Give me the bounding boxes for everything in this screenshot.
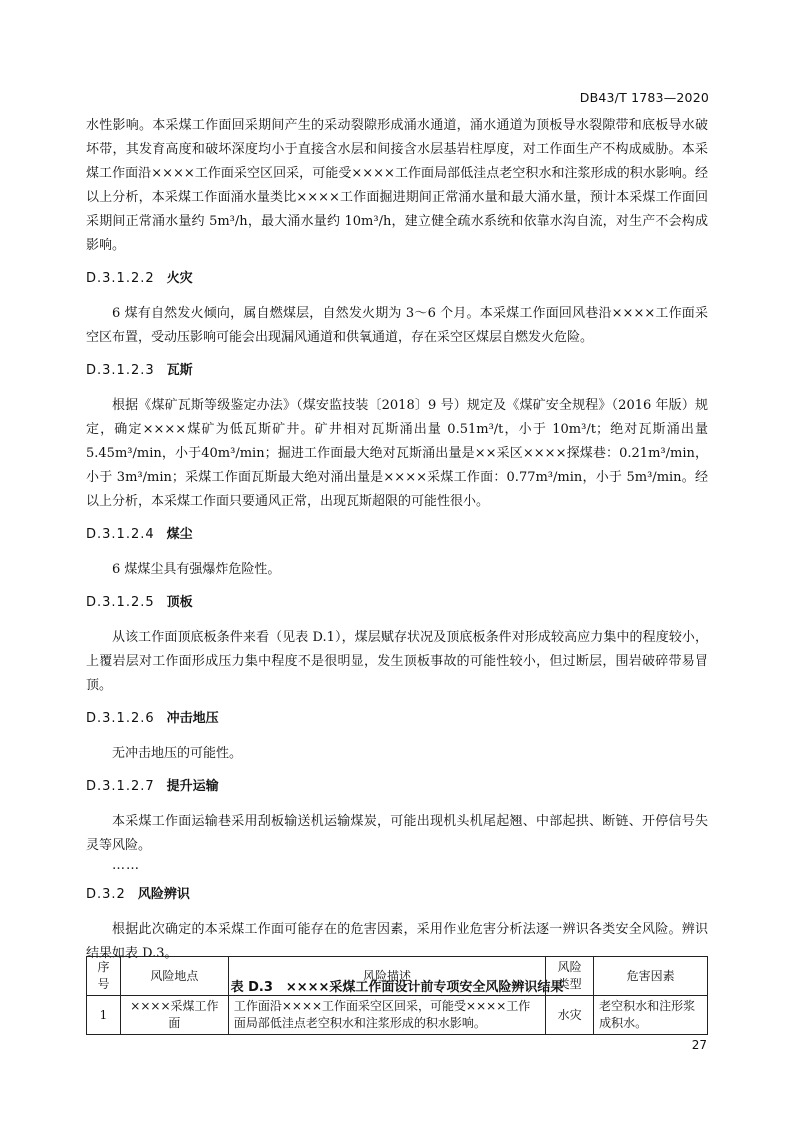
table-cell: 工作面沿××××工作面采空区回采，可能受××××工作面局部低洼点老空积水和注浆形成的积水影响。 xyxy=(228,996,545,1035)
heading-number: D.3.1.2.2 xyxy=(86,271,155,286)
heading-title: 顶板 xyxy=(166,595,193,610)
heading-gas xyxy=(86,359,708,383)
heading-number: D.3.1.2.7 xyxy=(86,779,155,794)
table-cell: 水灾 xyxy=(546,996,594,1035)
paragraph-fire: 6 煤有自然发火倾向，属自燃煤层，自然发火期为 3～6 个月。本采煤工作面回风巷沿××××工作面采空区布置，受动压影响可能会出现漏风通道和供氧通道，存在采空区煤层自燃发火危险。 xyxy=(86,306,708,345)
table-cell: 1 xyxy=(87,996,121,1035)
heading-number: D.3.1.2.5 xyxy=(86,595,155,610)
body-content xyxy=(86,114,708,1003)
table-cell: 老空积水和注形浆成积水。 xyxy=(594,996,708,1035)
heading-number: D.3.1.2.3 xyxy=(86,363,155,378)
paragraph-dust: 6 煤煤尘具有强爆炸危险性。 xyxy=(112,562,281,577)
heading-fire xyxy=(86,267,708,291)
standard-id: DB43/T 1783—2020 xyxy=(579,90,709,105)
heading-transport xyxy=(86,775,708,799)
paragraph-gas: 根据《煤矿瓦斯等级鉴定办法》（煤安监技装〔2018〕9 号）规定及《煤矿安全规程》（2016 年版）规定，确定××××煤矿为低瓦斯矿井。矿井相对瓦斯涌出量 0.51m³/t，小于 10m³/t；绝对瓦斯涌出量5.45m³/min，小于40m³/min；掘进工作面最大绝对瓦斯涌出量是××采区××××探煤巷：0.21m³/min，小于 3m³/min；采煤工作面瓦斯最大绝对涌出量是××××采煤工作面：0.77m³/min，小于 5m³/min。经以上分析，本采煤工作面只要通风正常，出现瓦斯超限的可能性很小。 xyxy=(86,398,708,509)
heading-number: D.3.2 xyxy=(86,887,126,902)
column-header: 风险描述 xyxy=(228,957,545,996)
column-header: 序号 xyxy=(87,957,121,996)
page-number: 27 xyxy=(691,1038,707,1052)
paragraph-transport: 本采煤工作面运输巷采用刮板输送机运输煤炭，可能出现机头机尾起翘、中部起拱、断链、开停信号失灵等风险。 xyxy=(86,814,708,853)
heading-title: 风险辨识 xyxy=(137,887,190,902)
table-header-row xyxy=(87,957,708,996)
heading-number: D.3.1.2.4 xyxy=(86,527,155,542)
heading-roof xyxy=(86,591,708,615)
heading-title: 瓦斯 xyxy=(166,363,193,378)
heading-dust xyxy=(86,523,708,547)
paragraph-burst: 无冲击地压的可能性。 xyxy=(112,746,243,761)
paragraph-water: 水性影响。本采煤工作面回采期间产生的采动裂隙形成涌水通道，涌水通道为顶板导水裂隙带和底板导水破坏带，其发育高度和破坏深度均小于直接含水层和间接含水层基岩柱厚度，对工作面生产不构成威胁。本采煤工作面沿××××工作面采空区回采，可能受××××工作面局部低洼点老空积水和注浆形成的积水影响。经以上分析，本采煤工作面涌水量类比××××工作面掘进期间正常涌水量和最大涌水量，预计本采煤工作面回采期间正常涌水量约 5m³/h，最大涌水量约 10m³/h，建立健全疏水系统和依靠水沟自流，对生产不会构成影响。 xyxy=(86,118,708,253)
heading-title: 冲击地压 xyxy=(166,711,219,726)
risk-table xyxy=(86,956,708,1035)
table-caption: 表 D.3 ××××采煤工作面设计前专项安全风险辨识结果 xyxy=(230,980,564,995)
heading-title: 火灾 xyxy=(166,271,193,286)
table-cell: ××××采煤工作面 xyxy=(120,996,228,1035)
column-header: 风险地点 xyxy=(120,957,228,996)
heading-number: D.3.1.2.6 xyxy=(86,711,155,726)
column-header: 危害因素 xyxy=(594,957,708,996)
column-header: 风险 类型 xyxy=(546,957,594,996)
paragraph-roof: 从该工作面顶底板条件来看（见表 D.1），煤层赋存状况及顶底板条件对形成较高应力集中的程度较小，上覆岩层对工作面形成压力集中程度不是很明显，发生顶板事故的可能性较小，但过断层，围岩破碎带易冒顶。 xyxy=(86,630,708,693)
heading-title: 煤尘 xyxy=(166,527,193,542)
heading-risk xyxy=(86,883,708,907)
heading-title: 提升运输 xyxy=(166,779,219,794)
table-row xyxy=(87,996,708,1035)
ellipsis: …… xyxy=(112,858,140,873)
paragraph-risk: 根据此次确定的本采煤工作面可能存在的危害因素，采用作业危害分析法逐一辨识各类安全风险。辨识结果如表 D.3。 xyxy=(86,922,708,961)
heading-burst xyxy=(86,707,708,731)
